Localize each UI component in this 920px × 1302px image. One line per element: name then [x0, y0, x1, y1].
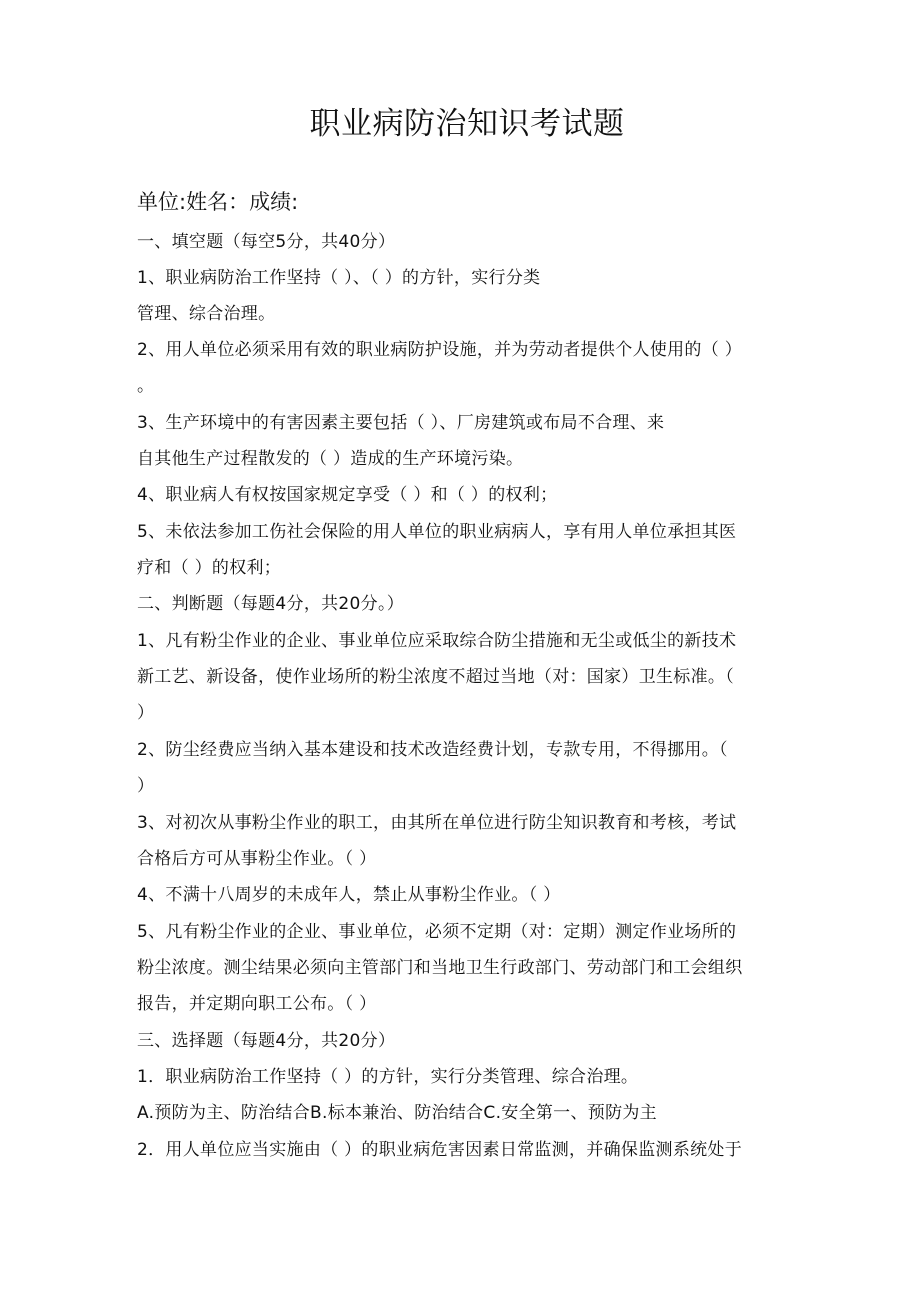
text-line: 4、不满十八周岁的未成年人，禁止从事粉尘作业。（ ）	[137, 885, 561, 905]
text-line: 2、防尘经费应当纳入基本建设和技术改造经费计划，专款专用，不得挪用。（	[137, 740, 728, 760]
section-heading-true-false: 二、判断题（每题4分，共20分。）	[137, 594, 405, 614]
text-line: 报告，并定期向职工公布。（ ）	[137, 994, 377, 1014]
text-line: 粉尘浓度。测尘结果必须向主管部门和当地卫生行政部门、劳动部门和工会组织	[137, 958, 743, 978]
header-info-line: 单位:姓名：成绩:	[137, 190, 299, 214]
text-line: 新工艺、新设备，使作业场所的粉尘浓度不超过当地（对：国家）卫生标准。（	[137, 667, 734, 687]
text-line: 2．用人单位应当实施由（ ）的职业病危害因素日常监测，并确保监测系统处于	[137, 1140, 743, 1160]
text-line: 合格后方可从事粉尘作业。（ ）	[137, 849, 377, 869]
text-line: 5、凡有粉尘作业的企业、事业单位，必须不定期（对：定期）测定作业场所的	[137, 922, 737, 942]
text-line: 1、凡有粉尘作业的企业、事业单位应采取综合防尘措施和无尘或低尘的新技术	[137, 631, 737, 651]
text-line: 管理、综合治理。	[137, 304, 276, 324]
text-line: 自其他生产过程散发的（ ）造成的生产环境污染。	[137, 449, 524, 469]
text-line: 3、生产环境中的有害因素主要包括（ ）、厂房建筑或布局不合理、来	[137, 413, 665, 433]
text-line: ）	[137, 703, 155, 723]
text-line: 1、职业病防治工作坚持（ ）、（ ）的方针，实行分类	[137, 268, 541, 288]
text-line: 。	[137, 376, 155, 396]
page-title: 职业病防治知识考试题	[309, 106, 625, 142]
text-line: 2、用人单位必须采用有效的职业病防护设施，并为劳动者提供个人使用的（ ）	[137, 340, 743, 360]
section-heading-multiple-choice: 三、选择题（每题4分，共20分）	[137, 1031, 396, 1051]
text-line: 5、未依法参加工伤社会保险的用人单位的职业病病人，享有用人单位承担其医	[137, 522, 737, 542]
text-line: 疗和（ ）的权利；	[137, 558, 282, 578]
text-line: 4、职业病人有权按国家规定享受（ ）和（ ）的权利；	[137, 485, 558, 505]
text-line: A.预防为主、防治结合B.标本兼治、防治结合C.安全第一、预防为主	[137, 1103, 657, 1123]
text-line: ）	[137, 776, 155, 796]
text-line: 3、对初次从事粉尘作业的职工，由其所在单位进行防尘知识教育和考核，考试	[137, 813, 737, 833]
section-heading-fill-blank: 一、填空题（每空5分，共40分）	[137, 232, 396, 252]
text-line: 1．职业病防治工作坚持（ ）的方针，实行分类管理、综合治理。	[137, 1067, 639, 1087]
